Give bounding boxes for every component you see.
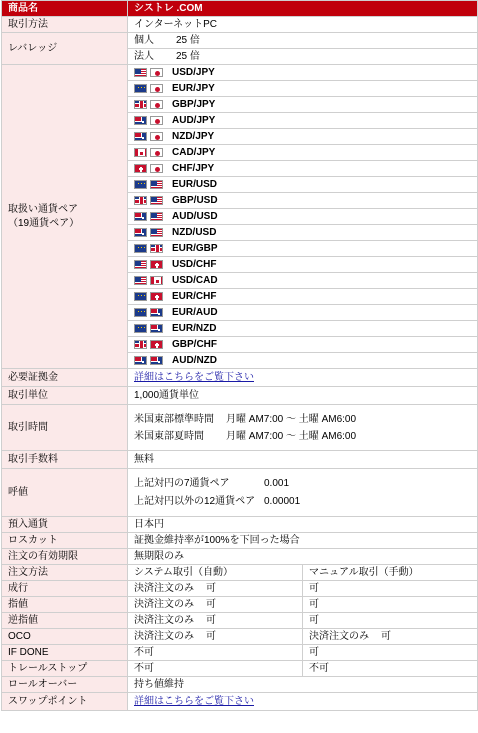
pip-value: 0.00001	[264, 495, 301, 507]
order-manual-text: 可	[309, 598, 319, 610]
pair-name: AUD/NZD	[172, 354, 217, 366]
swap-label: スワップポイント	[2, 693, 128, 711]
pair-name: EUR/CHF	[172, 290, 217, 302]
flag-ca-icon	[150, 276, 163, 285]
hours-time: 月曜 AM7:00 ～ 土曜 AM6:00	[226, 413, 357, 425]
currency-row	[2, 517, 478, 533]
hours-row	[2, 405, 478, 451]
pair-name: EUR/NZD	[172, 322, 217, 334]
flag-ca-icon	[134, 148, 147, 157]
margin-row	[2, 369, 478, 387]
unit-row	[2, 387, 478, 405]
leverage-row	[2, 33, 478, 65]
pairs-label	[2, 65, 128, 369]
swap-details-link[interactable]: 詳細はこちらをご覧下さい	[134, 695, 254, 707]
order-system	[128, 597, 303, 613]
flag-jp-icon	[150, 68, 163, 77]
flag-gb-icon	[150, 244, 163, 253]
losscut-row	[2, 533, 478, 549]
flag-us-icon	[150, 212, 163, 221]
order-name: 成行	[2, 581, 128, 597]
pair-item	[128, 225, 477, 241]
rollover-label: ロールオーバー	[2, 677, 128, 693]
leverage-who: 法人	[134, 50, 154, 62]
hours-cell	[128, 405, 478, 451]
order-manual	[303, 613, 478, 629]
pair-name: EUR/AUD	[172, 306, 218, 318]
flag-au-icon	[134, 212, 147, 221]
flag-jp-icon	[150, 132, 163, 141]
orders-header-row	[2, 565, 478, 581]
pip-jpy	[134, 475, 477, 493]
pair-name: AUD/JPY	[172, 114, 216, 126]
rollover-row	[2, 677, 478, 693]
orders-col-manual: マニュアル取引（手動）	[303, 565, 478, 581]
flag-nz-icon	[134, 228, 147, 237]
pair-item	[128, 241, 477, 257]
leverage-cell	[128, 33, 478, 65]
orders-label: 注文方法	[2, 565, 128, 581]
order-system-ok: 可	[206, 582, 216, 594]
order-row	[2, 629, 478, 645]
flag-nz-icon	[134, 132, 147, 141]
unit-value: 1,000通貨単位	[128, 387, 478, 405]
flag-us-icon	[134, 260, 147, 269]
leverage-corporate	[128, 49, 477, 64]
method-value: インターネットPC	[128, 17, 478, 33]
flag-eu-icon	[134, 84, 147, 93]
order-system-text: 決済注文のみ	[134, 582, 194, 594]
order-system-text: 不可	[134, 662, 154, 674]
order-manual	[303, 661, 478, 677]
margin-label: 必要証拠金	[2, 369, 128, 387]
pair-name: AUD/USD	[172, 210, 218, 222]
pairs-list	[128, 65, 478, 369]
flag-eu-icon	[134, 180, 147, 189]
orders-body	[2, 581, 478, 677]
pair-item	[128, 129, 477, 145]
pair-item	[128, 145, 477, 161]
pair-name: USD/JPY	[172, 66, 215, 78]
flag-eu-icon	[134, 244, 147, 253]
flag-jp-icon	[150, 84, 163, 93]
leverage-individual	[128, 33, 477, 49]
order-system	[128, 613, 303, 629]
order-system-ok: 可	[206, 614, 216, 626]
expiry-row	[2, 549, 478, 565]
pair-name: EUR/GBP	[172, 242, 218, 254]
pairs-label-line1: 取扱い通貨ペア	[8, 203, 78, 215]
order-system-text: 決済注文のみ	[134, 598, 194, 610]
pair-name: USD/CHF	[172, 258, 217, 270]
pair-name: CHF/JPY	[172, 162, 215, 174]
losscut-label: ロスカット	[2, 533, 128, 549]
flag-ch-icon	[150, 340, 163, 349]
expiry-label: 注文の有効期限	[2, 549, 128, 565]
hours-label: 取引時間	[2, 405, 128, 451]
flag-jp-icon	[150, 100, 163, 109]
rollover-value: 持ち値維持	[128, 677, 478, 693]
pip-label: 呼値	[2, 469, 128, 517]
order-name: OCO	[2, 629, 128, 645]
pair-name: USD/CAD	[172, 274, 218, 286]
pair-item	[128, 177, 477, 193]
flag-ch-icon	[134, 164, 147, 173]
hours-time: 月曜 AM7:00 ～ 土曜 AM6:00	[226, 430, 357, 442]
fee-value: 無料	[128, 451, 478, 469]
losscut-value: 証拠金維持率が100%を下回った場合	[128, 533, 478, 549]
pair-name: EUR/USD	[172, 178, 218, 190]
order-manual-text: 可	[309, 582, 319, 594]
order-manual-note: 可	[381, 630, 391, 642]
flag-nz-icon	[150, 324, 163, 333]
expiry-value: 無期限のみ	[128, 549, 478, 565]
margin-details-link[interactable]: 詳細はこちらをご覧下さい	[134, 371, 254, 383]
flag-au-icon	[134, 356, 147, 365]
order-system-text: 不可	[134, 646, 154, 658]
pip-desc: 上記対円以外の12通貨ペア	[134, 495, 256, 507]
flag-us-icon	[150, 180, 163, 189]
pair-item	[128, 289, 477, 305]
flag-ch-icon	[150, 292, 163, 301]
flag-au-icon	[134, 116, 147, 125]
fee-row	[2, 451, 478, 469]
order-name: 指値	[2, 597, 128, 613]
pair-item	[128, 353, 477, 368]
order-name: IF DONE	[2, 645, 128, 661]
pair-name: NZD/JPY	[172, 130, 215, 142]
order-row	[2, 645, 478, 661]
order-manual-text: 決済注文のみ	[309, 630, 369, 642]
orders-col-system: システム取引（自動）	[128, 565, 303, 581]
order-system-text: 決済注文のみ	[134, 614, 194, 626]
order-system-ok: 可	[206, 630, 216, 642]
flag-us-icon	[134, 68, 147, 77]
flag-eu-icon	[134, 324, 147, 333]
order-row	[2, 613, 478, 629]
pair-item	[128, 65, 477, 81]
flag-jp-icon	[150, 164, 163, 173]
pairs-row	[2, 65, 478, 369]
pair-item	[128, 81, 477, 97]
flag-eu-icon	[134, 292, 147, 301]
order-manual-text: 可	[309, 614, 319, 626]
pair-name: CAD/JPY	[172, 146, 216, 158]
pair-name: GBP/CHF	[172, 338, 217, 350]
hours-summer	[134, 428, 477, 445]
flag-us-icon	[134, 276, 147, 285]
pair-item	[128, 337, 477, 353]
pair-name: NZD/USD	[172, 226, 217, 238]
pair-name: GBP/USD	[172, 194, 218, 206]
pair-item	[128, 97, 477, 113]
flag-au-icon	[150, 308, 163, 317]
leverage-label: レバレッジ	[2, 33, 128, 65]
header-row	[2, 1, 478, 17]
pair-name: EUR/JPY	[172, 82, 215, 94]
flag-gb-icon	[134, 340, 147, 349]
order-system-ok: 可	[206, 598, 216, 610]
currency-label: 預入通貨	[2, 517, 128, 533]
hours-standard	[134, 411, 477, 428]
flag-us-icon	[150, 196, 163, 205]
flag-eu-icon	[134, 308, 147, 317]
unit-label: 取引単位	[2, 387, 128, 405]
order-row	[2, 661, 478, 677]
method-label: 取引方法	[2, 17, 128, 33]
pair-name: GBP/JPY	[172, 98, 216, 110]
order-name: トレールストップ	[2, 661, 128, 677]
order-manual-text: 可	[309, 646, 319, 658]
pair-item	[128, 257, 477, 273]
hours-zone: 米国東部標準時間	[134, 413, 214, 425]
pair-item	[128, 321, 477, 337]
pair-item	[128, 209, 477, 225]
method-row	[2, 17, 478, 33]
pip-value: 0.001	[264, 477, 290, 489]
pip-other	[134, 493, 477, 511]
flag-gb-icon	[134, 196, 147, 205]
pip-cell	[128, 469, 478, 517]
pairs-label-line2: （19通貨ペア）	[8, 217, 80, 229]
leverage-value: 25 倍	[176, 34, 200, 46]
header-value: シストレ .COM	[128, 1, 478, 17]
order-system	[128, 581, 303, 597]
fee-label: 取引手数料	[2, 451, 128, 469]
order-system	[128, 629, 303, 645]
order-system	[128, 645, 303, 661]
order-system	[128, 661, 303, 677]
pair-item	[128, 161, 477, 177]
flag-jp-icon	[150, 148, 163, 157]
pair-item	[128, 113, 477, 129]
flag-gb-icon	[134, 100, 147, 109]
flag-ch-icon	[150, 260, 163, 269]
leverage-value: 25 倍	[176, 50, 200, 62]
leverage-who: 個人	[134, 34, 154, 46]
pair-item	[128, 273, 477, 289]
order-manual	[303, 581, 478, 597]
pip-row	[2, 469, 478, 517]
spec-table	[1, 0, 478, 711]
pip-desc: 上記対円の7通貨ペア	[134, 477, 230, 489]
order-system-text: 決済注文のみ	[134, 630, 194, 642]
flag-nz-icon	[150, 356, 163, 365]
order-manual-text: 不可	[309, 662, 329, 674]
order-manual	[303, 629, 478, 645]
header-label: 商品名	[2, 1, 128, 17]
order-name: 逆指値	[2, 613, 128, 629]
flag-us-icon	[150, 228, 163, 237]
swap-row	[2, 693, 478, 711]
order-row	[2, 581, 478, 597]
pair-item	[128, 193, 477, 209]
order-manual	[303, 645, 478, 661]
order-row	[2, 597, 478, 613]
pair-item	[128, 305, 477, 321]
hours-zone: 米国東部夏時間	[134, 430, 204, 442]
flag-jp-icon	[150, 116, 163, 125]
currency-value: 日本円	[128, 517, 478, 533]
order-manual	[303, 597, 478, 613]
